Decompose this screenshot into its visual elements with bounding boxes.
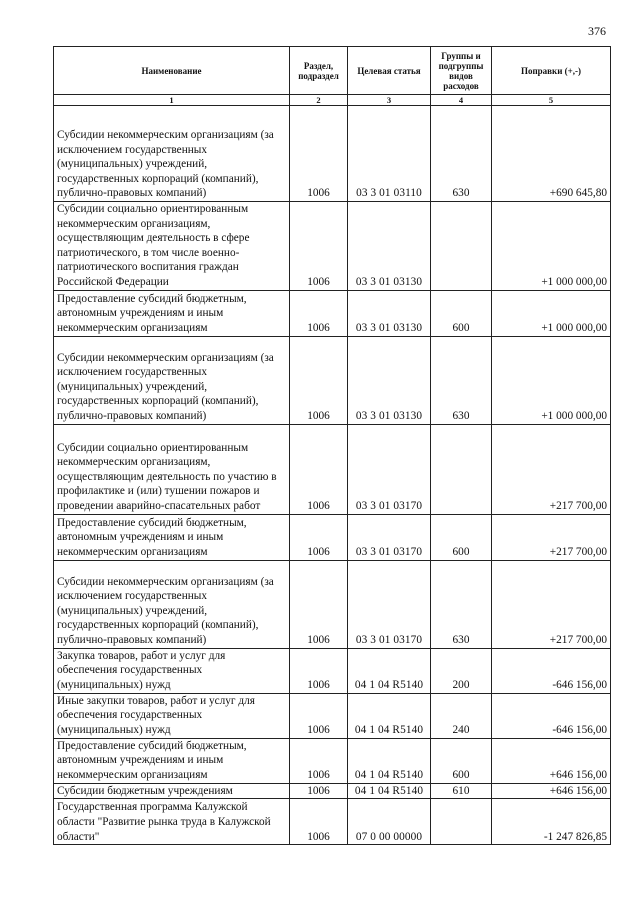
row-group: 600	[431, 738, 492, 783]
header-group: Группы и подгруппы видов расходов	[431, 47, 492, 95]
column-number: 2	[290, 95, 348, 106]
row-group: 600	[431, 290, 492, 336]
row-target: 03 3 01 03130	[348, 336, 431, 424]
row-target: 03 3 01 03130	[348, 202, 431, 291]
row-amount: +1 000 000,00	[492, 202, 611, 291]
row-name: Субсидии некоммерческим организациям (за исключением государственных (муниципальных) учреждений, государственных корпораций (компаний), публично-правовых компаний)	[54, 106, 290, 202]
row-name: Субсидии некоммерческим организациям (за исключением государственных (муниципальных) учреждений, государственных корпораций (компаний), публично-правовых компаний)	[54, 336, 290, 424]
row-name: Субсидии социально ориентированным некоммерческим организациям, осуществляющим деятельность по участию в профилактике и (или) тушении пожаров и проведении аварийно-спасательных работ	[54, 424, 290, 514]
row-amount: +646 156,00	[492, 783, 611, 799]
row-target: 03 3 01 03110	[348, 106, 431, 202]
row-name: Предоставление субсидий бюджетным, автономным учреждениям и иным некоммерческим организациям	[54, 290, 290, 336]
page-number: 376	[588, 24, 606, 38]
row-section: 1006	[290, 738, 348, 783]
column-number: 5	[492, 95, 611, 106]
table-row	[54, 693, 611, 738]
row-amount: +217 700,00	[492, 560, 611, 648]
row-name: Закупка товаров, работ и услуг для обеспечения государственных (муниципальных) нужд	[54, 648, 290, 693]
row-section: 1006	[290, 106, 348, 202]
row-target: 04 1 04 R5140	[348, 783, 431, 799]
row-group: 630	[431, 336, 492, 424]
row-section: 1006	[290, 783, 348, 799]
row-name: Иные закупки товаров, работ и услуг для обеспечения государственных (муниципальных) нужд	[54, 693, 290, 738]
table-row	[54, 799, 611, 845]
row-target: 07 0 00 00000	[348, 799, 431, 845]
row-section: 1006	[290, 560, 348, 648]
row-group: 200	[431, 648, 492, 693]
row-target: 03 3 01 03170	[348, 424, 431, 514]
header-name: Наименование	[54, 47, 290, 95]
row-amount: +1 000 000,00	[492, 336, 611, 424]
row-amount: -1 247 826,85	[492, 799, 611, 845]
table-header-row	[54, 47, 611, 95]
row-amount: +646 156,00	[492, 738, 611, 783]
row-amount: +1 000 000,00	[492, 290, 611, 336]
row-section: 1006	[290, 202, 348, 291]
row-group	[431, 424, 492, 514]
row-name: Субсидии некоммерческим организациям (за исключением государственных (муниципальных) учреждений, государственных корпораций (компаний), публично-правовых компаний)	[54, 560, 290, 648]
header-section: Раздел, подраздел	[290, 47, 348, 95]
table-row	[54, 560, 611, 648]
row-target: 03 3 01 03130	[348, 290, 431, 336]
row-name: Государственная программа Калужской области "Развитие рынка труда в Калужской области"	[54, 799, 290, 845]
header-amount: Поправки (+,-)	[492, 47, 611, 95]
row-section: 1006	[290, 648, 348, 693]
table-row	[54, 336, 611, 424]
row-amount: -646 156,00	[492, 648, 611, 693]
row-target: 04 1 04 R5140	[348, 693, 431, 738]
row-section: 1006	[290, 799, 348, 845]
row-group	[431, 202, 492, 291]
row-section: 1006	[290, 424, 348, 514]
row-name: Субсидии социально ориентированным некоммерческим организациям, осуществляющим деятельность в сфере патриотического, в том числе военно-патриотического воспитания граждан Российской Федерации	[54, 202, 290, 291]
column-number: 3	[348, 95, 431, 106]
row-amount: +690 645,80	[492, 106, 611, 202]
header-target: Целевая статья	[348, 47, 431, 95]
row-target: 03 3 01 03170	[348, 560, 431, 648]
row-group: 600	[431, 514, 492, 560]
table-row	[54, 290, 611, 336]
row-group: 630	[431, 560, 492, 648]
row-amount: +217 700,00	[492, 424, 611, 514]
row-group: 630	[431, 106, 492, 202]
row-section: 1006	[290, 336, 348, 424]
column-number: 4	[431, 95, 492, 106]
table-row	[54, 106, 611, 202]
table-row	[54, 514, 611, 560]
row-amount: -646 156,00	[492, 693, 611, 738]
row-name: Предоставление субсидий бюджетным, автономным учреждениям и иным некоммерческим организациям	[54, 738, 290, 783]
row-target: 03 3 01 03170	[348, 514, 431, 560]
row-target: 04 1 04 R5140	[348, 648, 431, 693]
table-row	[54, 648, 611, 693]
row-name: Предоставление субсидий бюджетным, автономным учреждениям и иным некоммерческим организациям	[54, 514, 290, 560]
row-name: Субсидии бюджетным учреждениям	[54, 783, 290, 799]
row-section: 1006	[290, 693, 348, 738]
row-section: 1006	[290, 514, 348, 560]
table-row	[54, 424, 611, 514]
column-number-row	[54, 95, 611, 106]
row-group: 610	[431, 783, 492, 799]
row-target: 04 1 04 R5140	[348, 738, 431, 783]
table-row	[54, 202, 611, 291]
table-row	[54, 783, 611, 799]
column-number: 1	[54, 95, 290, 106]
budget-amendments-table	[53, 46, 611, 845]
row-group	[431, 799, 492, 845]
table-row	[54, 738, 611, 783]
row-amount: +217 700,00	[492, 514, 611, 560]
row-section: 1006	[290, 290, 348, 336]
row-group: 240	[431, 693, 492, 738]
